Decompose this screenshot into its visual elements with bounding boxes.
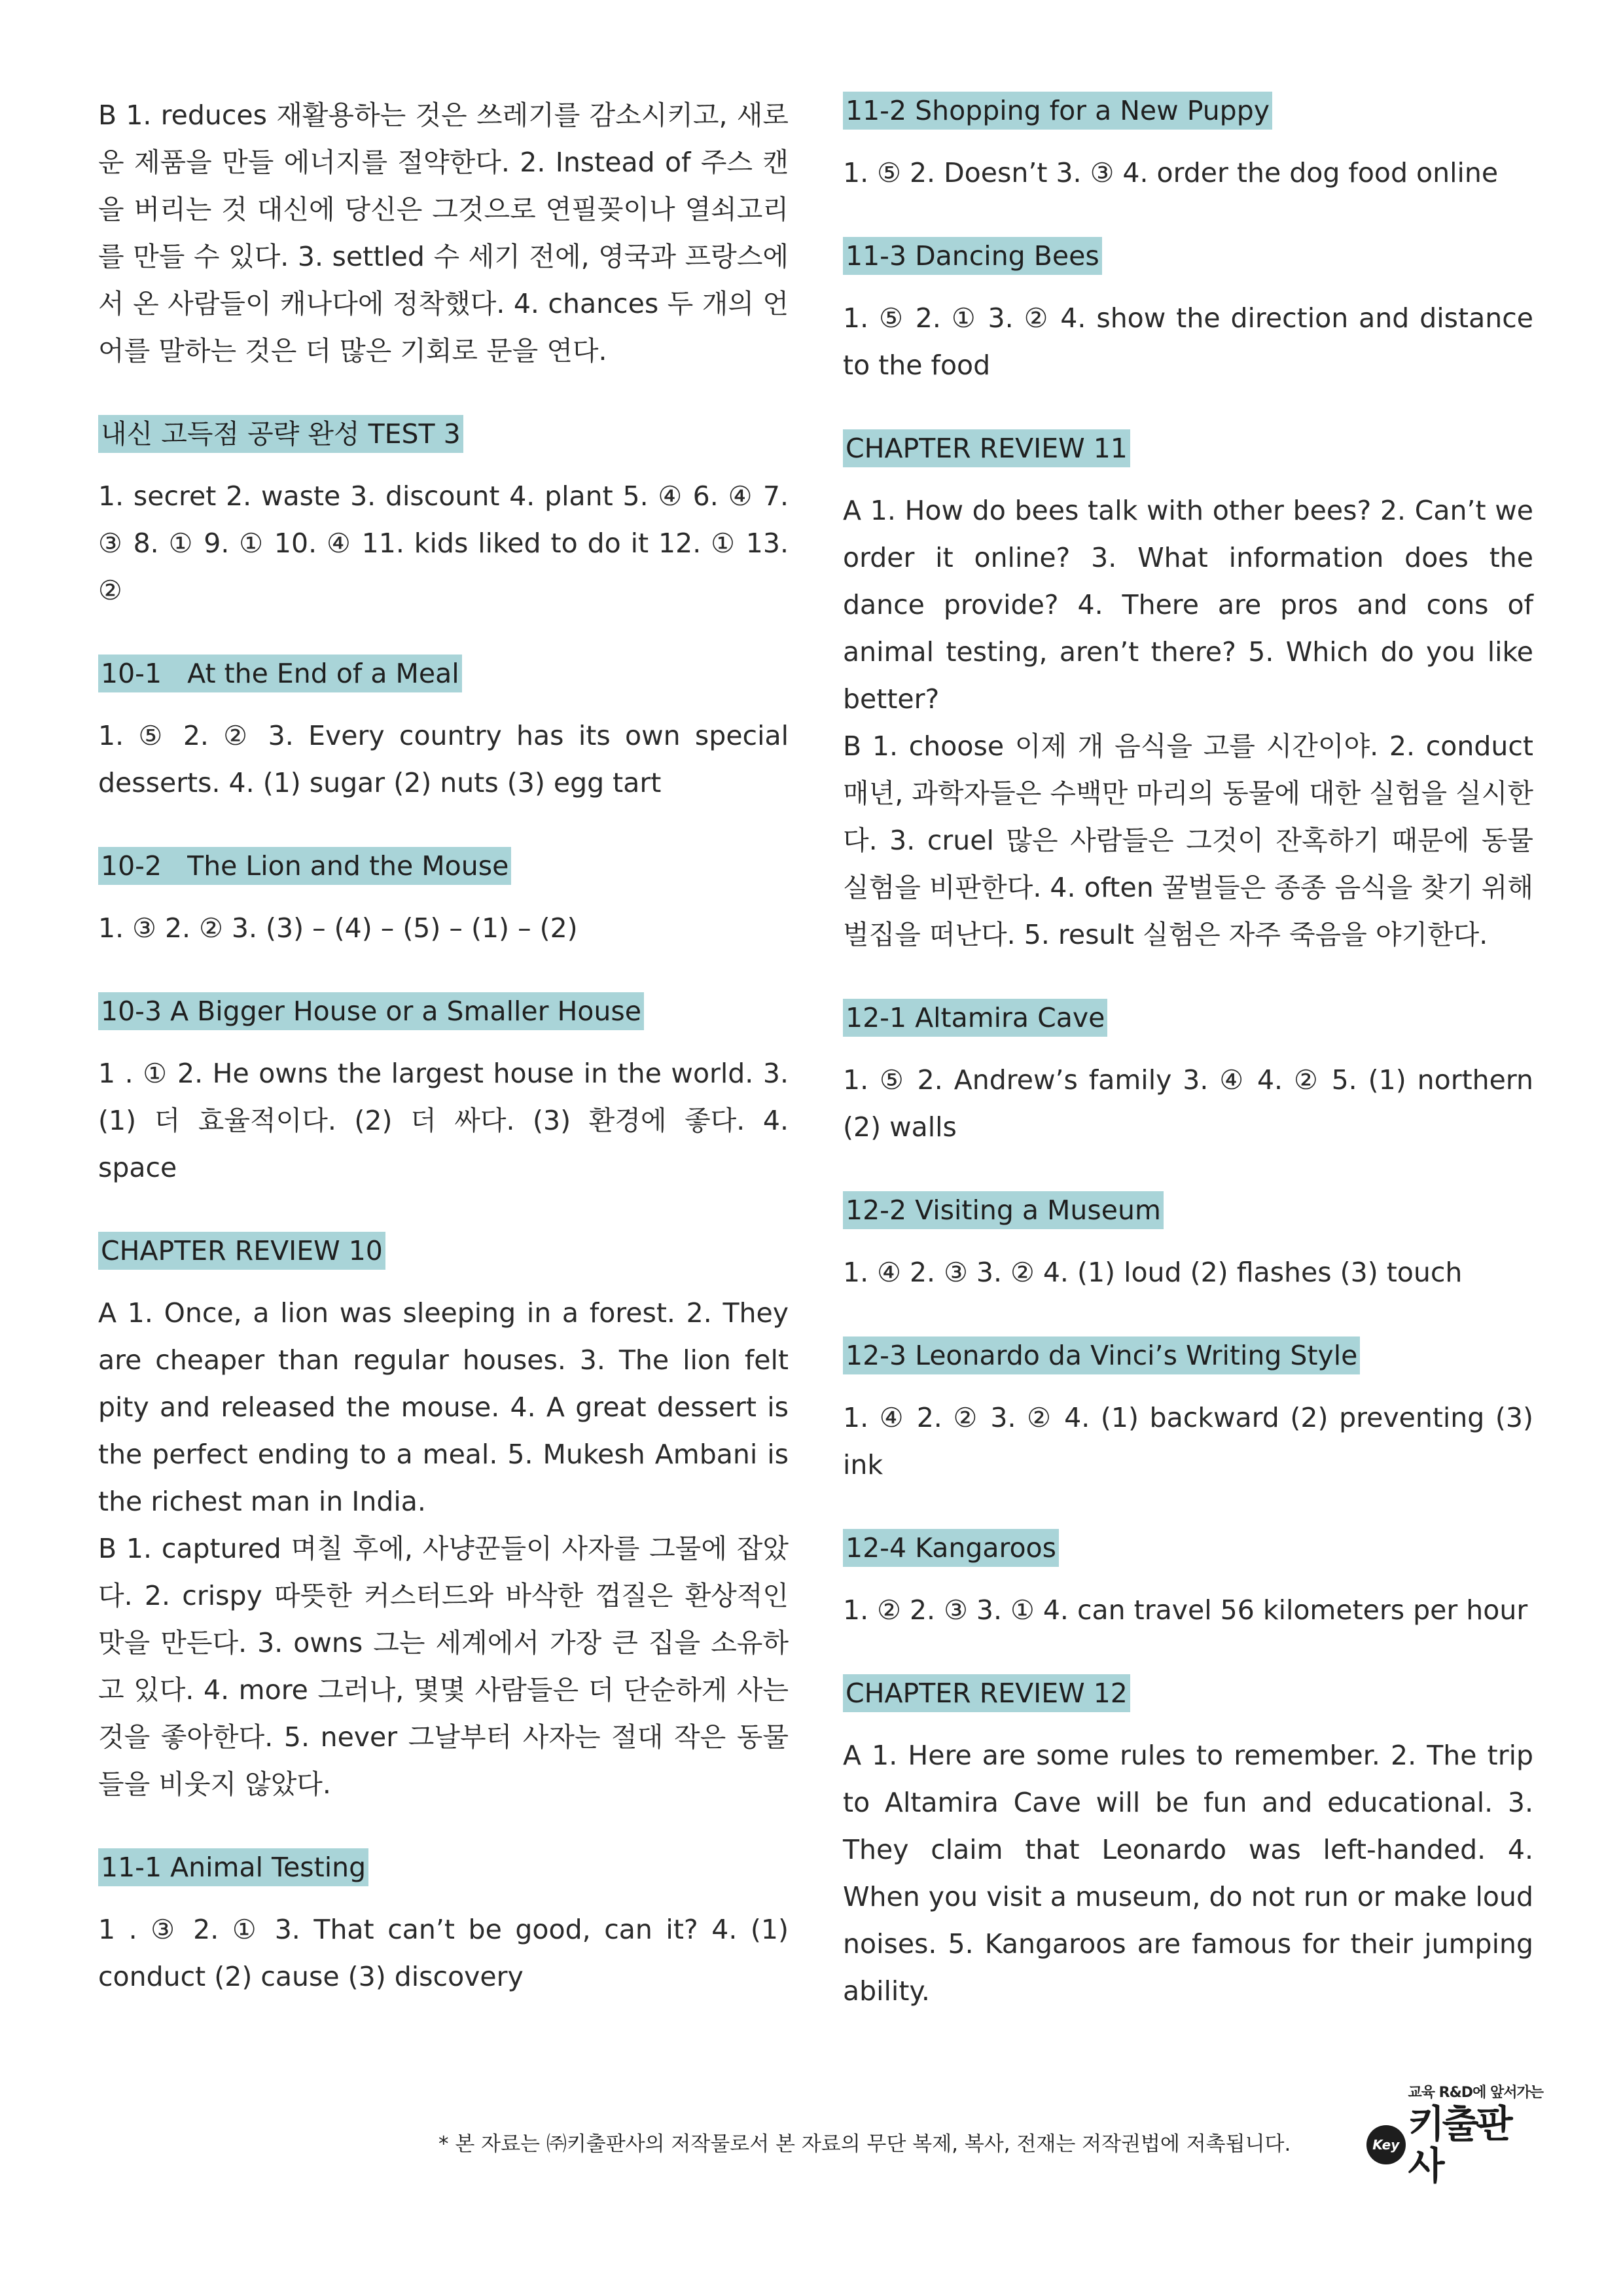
- publisher-logo: [1366, 2081, 1543, 2187]
- copyright-notice: * 본 자료는 ㈜키출판사의 저작물로서 본 자료의 무단 복제, 복사, 전재는 저작권법에 저촉됩니다.: [438, 2132, 1291, 2156]
- chapter-review-10-part-a: A 1. Once, a lion was sleeping in a forest. 2. They are cheaper than regular houses. 3. The lion felt pity and released the mouse. 4. A great dessert is the perfect ending to a meal. 5. Mukesh Ambani is the richest man in India.: [98, 1297, 789, 1517]
- chapter-review-11-part-a: A 1. How do bees talk with other bees? 2. Can’t we order it online? 3. What information does the dance provide? 4. There are pros and cons of animal testing, aren’t there? 5. Which do you like better?: [843, 495, 1533, 715]
- answers-11-3: 1. ⑤ 2. ① 3. ② 4. show the direction and distance to the food: [843, 302, 1533, 381]
- section-heading-10-2: 10-2 The Lion and the Mouse: [98, 847, 511, 885]
- logo-name: 키출판사: [1408, 2102, 1510, 2188]
- section-heading-test3: 내신 고득점 공략 완성 TEST 3: [98, 415, 463, 453]
- section-heading-12-2: 12-2 Visiting a Museum: [843, 1191, 1164, 1229]
- section-heading-12-1: 12-1 Altamira Cave: [843, 999, 1107, 1037]
- section-heading-chapter-review-11: CHAPTER REVIEW 11: [843, 429, 1130, 467]
- section-heading-chapter-review-10: CHAPTER REVIEW 10: [98, 1232, 385, 1270]
- section-heading-10-3: 10-3 A Bigger House or a Smaller House: [98, 992, 644, 1030]
- section-heading-11-1: 11-1 Animal Testing: [98, 1848, 368, 1886]
- intro-b-paragraph: B 1. reduces 재활용하는 것은 쓰레기를 감소시키고, 새로운 제품을 만들 에너지를 절약한다. 2. Instead of 주스 캔을 버리는 것 대신에 당신은 그것으로 연필꽂이나 열쇠고리를 만들 수 있다. 3. settled 수 세기 전에, 영국과 프랑스에서 온 사람들이 캐나다에 정착했다. 4. chances 두 개의 언어를 말하는 것은 더 많은 기회로 문을 연다.: [98, 99, 789, 367]
- test3-answers: 1. secret 2. waste 3. discount 4. plant 5. ④ 6. ④ 7. ③ 8. ① 9. ① 10. ④ 11. kids liked to do it 12. ① 13. ②: [98, 480, 789, 606]
- key-logo-icon: Key: [1366, 2125, 1406, 2164]
- left-column: [98, 92, 789, 2000]
- section-heading-12-3: 12-3 Leonardo da Vinci’s Writing Style: [843, 1336, 1360, 1374]
- answers-11-1: 1 . ③ 2. ① 3. That can’t be good, can it? 4. (1) conduct (2) cause (3) discovery: [98, 1914, 789, 1992]
- logo-tagline: 교육 R&D에 앞서가는: [1408, 2085, 1543, 2101]
- answers-10-2: 1. ③ 2. ② 3. (3) – (4) – (5) – (1) – (2): [98, 912, 578, 944]
- right-column: [843, 92, 1533, 2015]
- answers-10-1: 1. ⑤ 2. ② 3. Every country has its own special desserts. 4. (1) sugar (2) nuts (3) egg tart: [98, 720, 789, 798]
- chapter-review-12-part-a: A 1. Here are some rules to remember. 2. The trip to Altamira Cave will be fun and educational. 3. They claim that Leonardo was left-handed. 4. When you visit a museum, do not run or make loud noises. 5. Kangaroos are famous for their jumping ability.: [843, 1740, 1533, 2007]
- chapter-review-10-part-b: B 1. captured 며칠 후에, 사냥꾼들이 사자를 그물에 잡았다. 2. crispy 따뜻한 커스터드와 바삭한 껍질은 환상적인 맛을 만든다. 3. owns 그는 세계에서 가장 큰 집을 소유하고 있다. 4. more 그러나, 몇몇 사람들은 더 단순하게 사는 것을 좋아한다. 5. never 그날부터 사자는 절대 작은 동물들을 비웃지 않았다.: [98, 1533, 789, 1800]
- section-heading-11-3: 11-3 Dancing Bees: [843, 237, 1102, 275]
- section-heading-chapter-review-12: CHAPTER REVIEW 12: [843, 1674, 1130, 1712]
- answers-10-3: 1 . ① 2. He owns the largest house in the world. 3. (1) 더 효율적이다. (2) 더 싸다. (3) 환경에 좋다. 4. space: [98, 1058, 789, 1183]
- answers-12-4: 1. ② 2. ③ 3. ① 4. can travel 56 kilometers per hour: [843, 1594, 1528, 1626]
- chapter-review-11-part-b: B 1. choose 이제 개 음식을 고를 시간이야. 2. conduct 매년, 과학자들은 수백만 마리의 동물에 대한 실험을 실시한다. 3. cruel 많은 사람들은 그것이 잔혹하기 때문에 동물 실험을 비판한다. 4. often 꿀벌들은 종종 음식을 찾기 위해 벌집을 떠난다. 5. result 실험은 자주 죽음을 야기한다.: [843, 730, 1533, 950]
- section-heading-11-2: 11-2 Shopping for a New Puppy: [843, 92, 1272, 130]
- section-heading-10-1: 10-1 At the End of a Meal: [98, 655, 462, 692]
- section-heading-12-4: 12-4 Kangaroos: [843, 1529, 1059, 1567]
- answers-12-3: 1. ④ 2. ② 3. ② 4. (1) backward (2) preventing (3) ink: [843, 1402, 1533, 1480]
- answers-12-1: 1. ⑤ 2. Andrew’s family 3. ④ 4. ② 5. (1) northern (2) walls: [843, 1064, 1533, 1143]
- answers-11-2: 1. ⑤ 2. Doesn’t 3. ③ 4. order the dog food online: [843, 157, 1499, 188]
- answers-12-2: 1. ④ 2. ③ 3. ② 4. (1) loud (2) flashes (3) touch: [843, 1257, 1463, 1288]
